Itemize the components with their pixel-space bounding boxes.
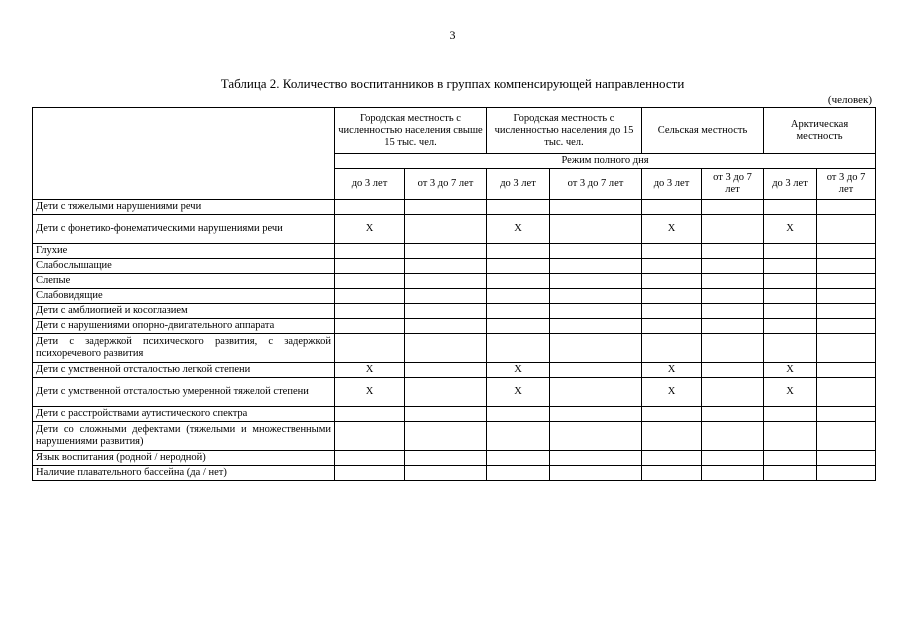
age-header: до 3 лет: [335, 169, 405, 200]
table-row: [33, 378, 876, 407]
age-header: от 3 до 7 лет: [817, 169, 876, 200]
table-cell: [702, 274, 764, 289]
table-cell: [405, 289, 487, 304]
row-label: Дети с нарушениями опорно-двигательного аппарата: [33, 319, 335, 334]
table-cell: [487, 334, 550, 363]
table-cell: [817, 363, 876, 378]
table-cell: [487, 407, 550, 422]
table-cell: [405, 215, 487, 244]
table-cell: [817, 451, 876, 466]
table-cell: Х: [642, 363, 702, 378]
table-cell: [550, 200, 642, 215]
table-cell: [550, 334, 642, 363]
row-label: Дети с умственной отсталостью легкой степени: [33, 363, 335, 378]
table-cell: [817, 289, 876, 304]
table-cell: Х: [642, 215, 702, 244]
table-cell: [642, 334, 702, 363]
table-row: [33, 407, 876, 422]
table-cell: [405, 259, 487, 274]
age-header: от 3 до 7 лет: [550, 169, 642, 200]
table-row: [33, 466, 876, 481]
table-cell: Х: [335, 215, 405, 244]
table-cell: [702, 244, 764, 259]
table-cell: [764, 304, 817, 319]
table-cell: [642, 289, 702, 304]
row-label: Слабовидящие: [33, 289, 335, 304]
table-cell: [487, 244, 550, 259]
row-label: Дети с умственной отсталостью умеренной тяжелой степени: [33, 378, 335, 407]
table-row: [33, 422, 876, 451]
table-cell: [817, 378, 876, 407]
table-cell: [335, 319, 405, 334]
row-label: Слепые: [33, 274, 335, 289]
table-cell: [764, 451, 817, 466]
table-cell: Х: [487, 215, 550, 244]
table-cell: [550, 259, 642, 274]
table-cell: Х: [764, 378, 817, 407]
table-cell: Х: [487, 378, 550, 407]
table-cell: [487, 259, 550, 274]
table-cell: Х: [764, 215, 817, 244]
table-cell: [817, 200, 876, 215]
table-cell: [702, 422, 764, 451]
table-cell: [405, 334, 487, 363]
table-cell: [550, 363, 642, 378]
table-cell: [817, 274, 876, 289]
table-row: [33, 244, 876, 259]
row-label: Дети с фонетико-фонематическими нарушениями речи: [33, 215, 335, 244]
table-cell: [764, 200, 817, 215]
table-cell: [764, 334, 817, 363]
table-cell: [335, 334, 405, 363]
table-row: [33, 363, 876, 378]
table-cell: Х: [335, 363, 405, 378]
table-cell: [642, 304, 702, 319]
table-cell: [642, 319, 702, 334]
table-cell: [487, 422, 550, 451]
table-cell: [405, 244, 487, 259]
table-cell: [702, 304, 764, 319]
table-cell: [764, 274, 817, 289]
row-label: Дети со сложными дефектами (тяжелыми и множественными нарушениями развития): [33, 422, 335, 451]
group-header: Арктическая местность: [764, 108, 876, 154]
table-cell: [550, 215, 642, 244]
table-cell: [642, 407, 702, 422]
table-cell: [702, 289, 764, 304]
mode-header: Режим полного дня: [335, 154, 876, 169]
table-cell: [487, 466, 550, 481]
table-cell: [487, 274, 550, 289]
table-cell: [764, 407, 817, 422]
table-cell: [702, 215, 764, 244]
table-cell: [642, 259, 702, 274]
table-row: [33, 451, 876, 466]
table-cell: [550, 407, 642, 422]
table-cell: [405, 378, 487, 407]
table-cell: [702, 378, 764, 407]
row-label: Глухие: [33, 244, 335, 259]
table-cell: [405, 466, 487, 481]
row-label: Дети с амблиопией и косоглазием: [33, 304, 335, 319]
table-cell: [550, 466, 642, 481]
table-cell: [335, 259, 405, 274]
group-header: Сельская местность: [642, 108, 764, 154]
table-cell: [702, 451, 764, 466]
row-label: Дети с расстройствами аутистического спектра: [33, 407, 335, 422]
row-label: Дети с задержкой психического развития, с задержкой психоречевого развития: [33, 334, 335, 363]
age-header: до 3 лет: [642, 169, 702, 200]
table-cell: [702, 466, 764, 481]
table-cell: [335, 304, 405, 319]
table-cell: [817, 215, 876, 244]
table-row: [33, 259, 876, 274]
table-cell: [764, 319, 817, 334]
table-title: Таблица 2. Количество воспитанников в группах компенсирующей направленности: [220, 76, 685, 91]
table-cell: [405, 407, 487, 422]
group-header: Городская местность с численностью населения свыше 15 тыс. чел.: [335, 108, 487, 154]
compensatory-groups-table: [32, 107, 876, 481]
table-cell: [550, 451, 642, 466]
table-cell: [550, 378, 642, 407]
age-header: до 3 лет: [487, 169, 550, 200]
row-label: Язык воспитания (родной / неродной): [33, 451, 335, 466]
table-cell: [642, 451, 702, 466]
table-cell: [764, 244, 817, 259]
table-cell: [702, 319, 764, 334]
page-number: 3: [449, 28, 456, 42]
table-cell: [487, 200, 550, 215]
table-row: [33, 274, 876, 289]
age-header: от 3 до 7 лет: [405, 169, 487, 200]
table-body: [33, 200, 876, 481]
table-cell: [642, 466, 702, 481]
table-cell: [405, 422, 487, 451]
table-cell: [487, 304, 550, 319]
table-cell: [335, 466, 405, 481]
row-label: Дети с тяжелыми нарушениями речи: [33, 200, 335, 215]
table-cell: [335, 274, 405, 289]
table-cell: [550, 274, 642, 289]
table-cell: [335, 422, 405, 451]
table-cell: [764, 289, 817, 304]
row-label-header: [33, 108, 335, 200]
table-cell: [487, 319, 550, 334]
table-cell: [405, 200, 487, 215]
table-row: [33, 319, 876, 334]
table-cell: [702, 334, 764, 363]
table-cell: [335, 451, 405, 466]
table-cell: [817, 319, 876, 334]
table-cell: [817, 422, 876, 451]
table-cell: [817, 304, 876, 319]
table-cell: [335, 289, 405, 304]
table-row: [33, 304, 876, 319]
table-row: [33, 215, 876, 244]
row-label: Слабослышащие: [33, 259, 335, 274]
table-row: [33, 200, 876, 215]
table-cell: Х: [487, 363, 550, 378]
table-cell: [764, 259, 817, 274]
table-cell: [550, 304, 642, 319]
table-cell: Х: [335, 378, 405, 407]
table-cell: [405, 451, 487, 466]
group-header: Городская местность с численностью населения до 15 тыс. чел.: [487, 108, 642, 154]
table-cell: [642, 200, 702, 215]
table-cell: [335, 244, 405, 259]
table-cell: [550, 289, 642, 304]
table-cell: [487, 289, 550, 304]
table-cell: [405, 319, 487, 334]
table-cell: [702, 363, 764, 378]
table-cell: [702, 200, 764, 215]
table-cell: [335, 407, 405, 422]
table-cell: [642, 244, 702, 259]
table-cell: [642, 274, 702, 289]
table-cell: [817, 259, 876, 274]
table-cell: [550, 422, 642, 451]
table-cell: [702, 259, 764, 274]
group-header-row: [33, 108, 876, 154]
table-cell: [817, 407, 876, 422]
units-note: (человек): [827, 94, 872, 106]
table-cell: [405, 363, 487, 378]
table-cell: [817, 334, 876, 363]
table-cell: [764, 422, 817, 451]
row-label: Наличие плавательного бассейна (да / нет): [33, 466, 335, 481]
table-row: [33, 334, 876, 363]
table-cell: [550, 319, 642, 334]
age-header: до 3 лет: [764, 169, 817, 200]
table-cell: [764, 466, 817, 481]
table-cell: [702, 407, 764, 422]
table-cell: [817, 244, 876, 259]
age-header: от 3 до 7 лет: [702, 169, 764, 200]
table-cell: Х: [642, 378, 702, 407]
table-row: [33, 289, 876, 304]
table-cell: [405, 304, 487, 319]
table-cell: [335, 200, 405, 215]
table-cell: [550, 244, 642, 259]
table-cell: [405, 274, 487, 289]
table-cell: Х: [764, 363, 817, 378]
table-cell: [642, 422, 702, 451]
table-cell: [487, 451, 550, 466]
table-cell: [817, 466, 876, 481]
